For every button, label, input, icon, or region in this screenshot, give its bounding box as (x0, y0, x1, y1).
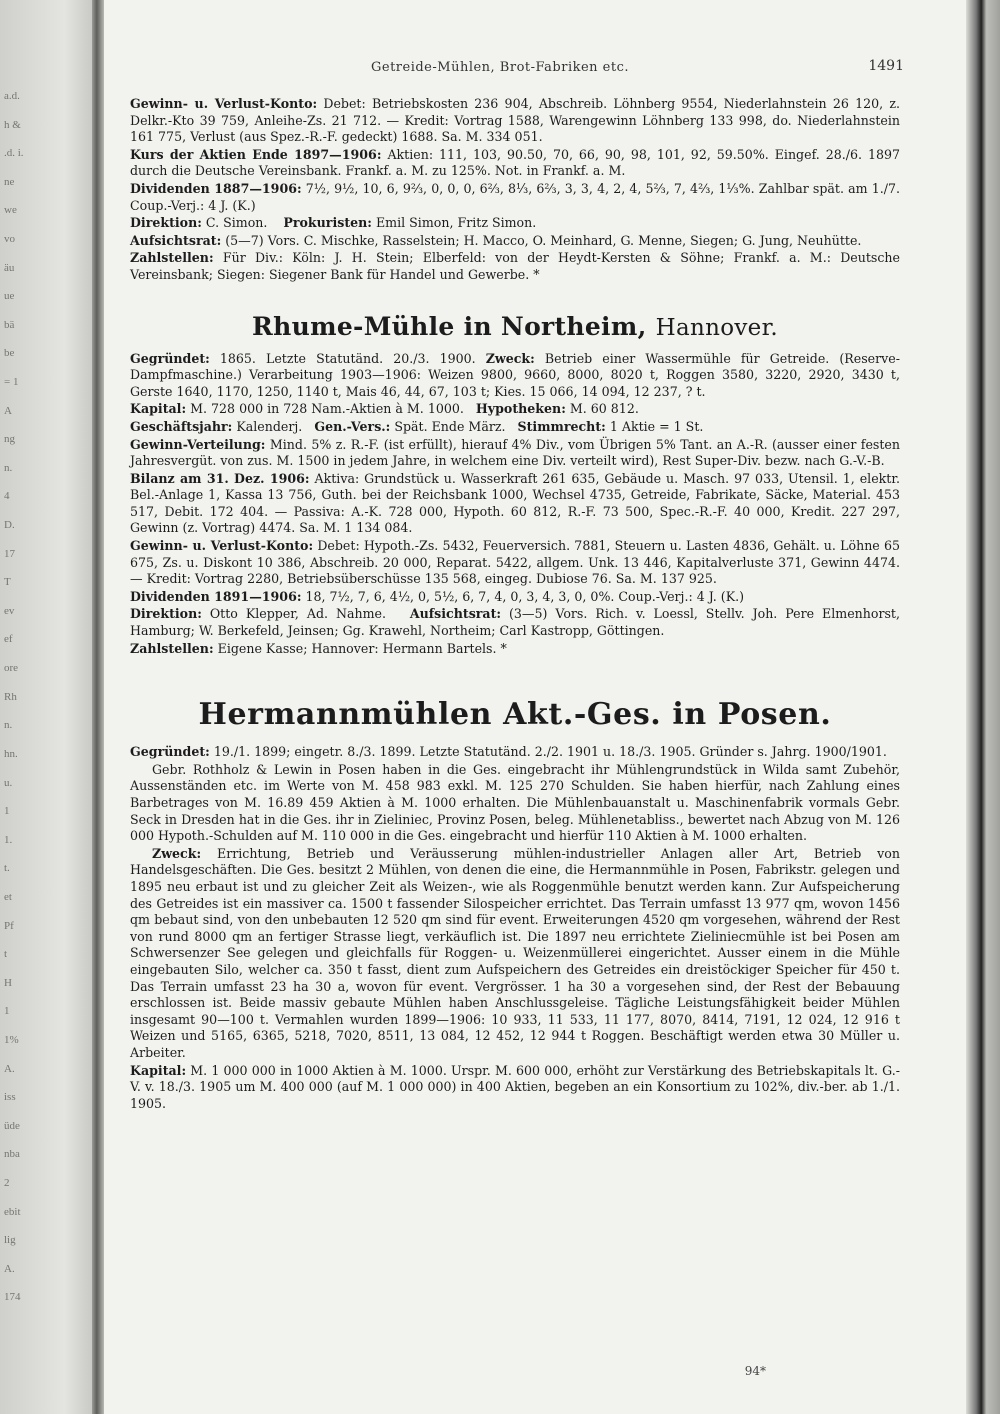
entry-text: Betrieb einer Wassermühle für Getreide. (Reserve-Dampfmaschine.) Verarbeitung 1903—1906: Weizen 9800, 9660, 8000, 8020 t, Roggen 3580, 3220, 2920, 3430 t, Gerste 1640, 1170, 1250, 1140 t, Mais 46, 44, 67, 103 t; Kies. 15 066, 14 094, 12 237, ? t. (130, 350, 900, 399)
margin-fragment: üde (4, 1119, 20, 1132)
margin-fragment: D. (4, 519, 15, 532)
margin-fragment: a.d. (4, 90, 20, 102)
margin-fragment: ue (4, 290, 15, 303)
kapital-entry (130, 401, 900, 418)
entry-label: Kurs der Aktien Ende 1897—1906: (130, 146, 382, 162)
direktion-entry (130, 215, 900, 232)
entry-label: Gewinn- u. Verlust-Konto: (130, 538, 314, 554)
margin-fragment: u. (4, 776, 13, 789)
margin-fragment: we (4, 204, 17, 217)
margin-fragment: 1 (4, 805, 10, 818)
entry-text: (3—5) Vors. Rich. v. Loessl, Stellv. Joh. Pere Elmenhorst, Hamburg; W. Berkefeld, Jeinsen; Gg. Krawehl, Northeim; Carl Kastropp, Göttingen. (130, 606, 900, 639)
entry-text: M. 1 000 000 in 1000 Aktien à M. 1000. Urspr. M. 600 000, erhöht zur Verstärkung des Betriebskapitals lt. G.-V. v. 18./3. 1905 um M. 400 000 (auf M. 1 000 000) in 400 Aktien, begeben an ein Konsortium zu 102%, div.-ber. ab 1./1. 1905. (130, 1062, 900, 1111)
kurs-entry (130, 147, 900, 180)
adjacent-page-fragment (0, 0, 92, 1414)
gegruendet-entry (130, 744, 900, 761)
kapital-entry (130, 1063, 900, 1113)
margin-fragment: n. (4, 461, 13, 474)
margin-fragment: 1 (4, 1005, 10, 1018)
company-heading: Hermannmühlen Akt.-Ges. in Posen. (198, 697, 832, 733)
margin-fragment: ev (4, 604, 15, 617)
entry-label: Bilanz am 31. Dez. 1906: (130, 470, 310, 486)
gegruendet-entry (130, 351, 900, 401)
entry-text: Spät. Ende März. (394, 418, 506, 434)
entry-text: M. 60 812. (569, 401, 639, 417)
entry-label: Aufsichtsrat: (130, 232, 222, 248)
entry-text: 7½, 9½, 10, 6, 9⅔, 0, 0, 0, 6⅔, 8⅓, 6⅔, 3, 3, 4, 2, 4, 5⅔, 7, 4⅔, 1⅓%. Zahlbar spät. am 1./7. Coup.-Verj.: 4 J. (K.) (130, 180, 900, 213)
entry-text: Emil Simon, Fritz Simon. (375, 215, 537, 231)
margin-fragment: 174 (4, 1291, 21, 1304)
entry-text: 19./1. 1899; eingetr. 8./3. 1899. Letzte Statutänd. 2./2. 1901 u. 18./3. 1905. Gründer s. Jahrg. 1900/1901. (213, 744, 887, 760)
margin-fragment: n. (4, 719, 13, 732)
entry-label: Direktion: (130, 606, 202, 622)
margin-fragment: H (4, 976, 12, 989)
geschaeftsjahr-entry (130, 419, 900, 436)
sheet-signature: 94* (744, 1364, 766, 1378)
margin-fragment: h & (4, 118, 21, 131)
document-page (104, 0, 966, 1414)
margin-fragment: ebit (4, 1205, 21, 1218)
entry-label: Prokuristen: (283, 215, 372, 231)
margin-fragment: ne (4, 175, 15, 188)
entry-label: Stimmrecht: (517, 418, 606, 434)
bilanz-entry (130, 471, 900, 537)
entry-label: Direktion: (130, 215, 202, 231)
entry-label: Dividenden 1887—1906: (130, 180, 302, 196)
zahlstellen-entry (130, 641, 900, 658)
entry-label: Dividenden 1891—1906: (130, 588, 302, 604)
margin-fragment: 17 (4, 547, 15, 560)
book-gutter (92, 0, 104, 1414)
entry-text: Für Div.: Köln: J. H. Stein; Elberfeld: von der Heydt-Kersten & Söhne; Frankf. a. M.: Deutsche Vereinsbank; Siegen: Siegener Bank für Handel und Gewerbe. * (130, 250, 900, 282)
margin-fragment: be (4, 347, 15, 360)
entry-label: Aufsichtsrat: (409, 606, 502, 622)
margin-fragment: A. (4, 1062, 15, 1075)
entry-label: Kapital: (130, 401, 187, 417)
entry-text: Kalenderj. (236, 418, 303, 434)
entry-label: Gegründet: (130, 350, 210, 366)
margin-fragment: 1% (4, 1033, 19, 1046)
margin-fragment: iss (4, 1091, 16, 1104)
margin-fragment: hn. (4, 747, 18, 760)
margin-fragment: A. (4, 1262, 15, 1275)
margin-fragment: Pf (4, 919, 14, 932)
entry-text: Debet: Betriebskosten 236 904, Abschreib. Löhnberg 9554, Niederlahnstein 26 120, z. Delkr.-Kto 39 759, Anleihe-Zs. 21 712. — Kredit: Vortrag 1588, Warengewinn Löhnberg 133 998, do. Niederlahnstein 161 775, Verlust (aus Spez.-R.-F. gedeckt) 1688. Sa. M. 334 051. (130, 96, 900, 145)
entry-label: Gewinn- u. Verlust-Konto: (130, 96, 318, 111)
margin-fragment: ng (4, 433, 15, 446)
entry-text: (5—7) Vors. C. Mischke, Rasselstein; H. Macco, O. Meinhard, G. Menne, Siegen; G. Jung, Neuhütte. (225, 232, 862, 248)
entry-text: Aktiva: Grundstück u. Wasserkraft 261 635, Gebäude u. Masch. 97 033, Utensil. 1, elektr. Bel.-Anlage 1, Kassa 13 756, Guth. bei der Reichsbank 1000, Wechsel 4735, Getreide, Fabrikate, Säcke, Material. 453 517, Debit. 172 404. — Passiva: A.-K. 728 000, Hypoth. 60 812, R.-F. 73 500, Spec.-R.-F. 40 000, Kredit. 227 297, Gewinn (z. Vortrag) 4474. Sa. M. 1 134 084. (130, 470, 900, 536)
margin-fragment: t. (4, 862, 10, 875)
page-content (130, 96, 900, 1113)
entry-text: C. Simon. (205, 215, 268, 231)
margin-fragment: 4 (4, 490, 10, 503)
margin-fragment: = 1 (4, 376, 19, 389)
page-number: 1491 (868, 58, 904, 74)
entry-text: Otto Klepper, Ad. Nahme. (209, 606, 386, 622)
dividenden-entry (130, 589, 900, 606)
entry-text: 1865. Letzte Statutänd. 20./3. 1900. (219, 350, 476, 366)
entry-label: Gen.-Vers.: (314, 418, 391, 434)
margin-fragment: T (4, 576, 11, 589)
margin-fragment: Rh (4, 690, 17, 703)
entry-label: Zahlstellen: (130, 640, 214, 656)
margin-fragment: vo (4, 233, 15, 246)
aufsichtsrat-entry (130, 233, 900, 250)
margin-fragment: äu (4, 261, 15, 274)
margin-fragment: ore (4, 662, 19, 675)
gewinnverteilung-entry (130, 437, 900, 470)
margin-fragment: ef (4, 633, 13, 646)
direktion-entry (130, 606, 900, 639)
margin-fragment: .d. i. (4, 147, 24, 160)
zahlstellen-entry (130, 250, 900, 283)
entry-text: 1 Aktie = 1 St. (609, 418, 704, 434)
body-paragraph: Gebr. Rothholz & Lewin in Posen haben in die Ges. eingebracht ihr Mühlengrundstück in Wilda samt Zubehör, Aussenständen etc. im Werte von M. 458 983 exkl. M. 125 270 Schulden. Sie haben hierfür, nach Zahlung eines Barbetrages von M. 16.89 459 Aktien à M. 1000 erhalten. Die Mühlenbauanstalt u. Maschinenfabrik vormals Gebr. Seck in Dresden hat in die Ges. ihr in Zieliniec, Provinz Posen, beleg. Mühlenetabliss., bewertet nach Abzug von M. 126 000 Hypoth.-Schulden auf M. 110 000 in die Ges. eingebracht und hierfür 110 Aktien à M. 1000 erhalten. (130, 761, 900, 844)
entry-label: Zweck: (152, 845, 202, 861)
running-header: Getreide-Mühlen, Brot-Fabriken etc. (370, 60, 630, 75)
margin-fragment: 1. (4, 833, 13, 846)
entry-text: Errichtung, Betrieb und Veräusserung mühlen-industrieller Anlagen aller Art, Betrieb von Handelsgeschäften. Die Ges. besitzt 2 Mühlen, von denen die eine, die Hermannmühle in Posen, Fabrikstr. gelegen und 1895 neu erbaut ist und zu gleicher Zeit als Weizen-, wie als Roggenmühle benutzt werden kann. Zur Aufspeicherung des Getreides ist ein massiver ca. 1500 t fassender Silospeicher errichtet. Das Terrain umfasst 13 977 qm, wovon 1456 qm bebaut sind, von den unbebauten 12 520 qm sind für event. Erweiterungen 4520 qm vorgesehen, während der Rest von rund 8000 qm an fertiger Strasse liegt, verkäuflich ist. Die 1897 neu errichtete Zieliniecmühle ist bei Posen am Schwersenzer See gelegen und gleichfalls für Roggen- u. Weizenmüllerei eingerichtet. Ausser einem in die Mühle eingebauten Silo, welcher ca. 350 t fasst, dient zum Aufspeichern des Getreides ein dreistöckiger Speicher für 450 t. Das Terrain umfasst 23 ha 30 a, wovon für event. Vergrösser. 1 ha 30 a vorgesehen sind, der Rest der Bebauung erschlossen ist. Beide massiv gebaute Mühlen haben Anschlussgeleise. Tägliche Leistungsfähigkeit beider Mühlen insgesamt 90—100 t. Vermahlen wurden 1899—1906: 10 933, 11 533, 11 177, 8070, 8414, 7191, 12 024, 12 916 t Weizen und 5165, 6365, 5218, 7020, 8511, 13 084, 12 452, 12 944 t Roggen. Beschäftigt werden etwa 30 Müller u. Arbeiter. (130, 845, 900, 1060)
entry-label: Kapital: (130, 1062, 187, 1078)
margin-fragment: nba (4, 1148, 20, 1161)
entry-text: Eigene Kasse; Hannover: Hermann Bartels. * (217, 640, 507, 656)
entry-label: Gegründet: (130, 744, 210, 760)
entry-label: Zweck: (485, 350, 535, 366)
dividenden-entry (130, 181, 900, 214)
entry-label: Zahlstellen: (130, 250, 214, 266)
zweck-entry (130, 846, 900, 1062)
margin-fragment: et (4, 890, 12, 903)
page-edge (966, 0, 1000, 1414)
entry-label: Geschäftsjahr: (130, 418, 233, 434)
gewinn-verlust-entry (130, 538, 900, 588)
company-location: Hannover. (655, 314, 778, 341)
margin-fragment: bä (4, 318, 15, 331)
entry-text: M. 728 000 in 728 Nam.-Aktien à M. 1000. (190, 401, 464, 417)
margin-fragment: 2 (4, 1176, 10, 1189)
gewinn-verlust-entry (130, 96, 900, 146)
margin-fragment: A (4, 404, 12, 417)
margin-fragment: lig (4, 1234, 16, 1247)
margin-fragment: t (4, 948, 8, 961)
company-heading (130, 312, 900, 341)
entry-text: Mind. 5% z. R.-F. (ist erfüllt), hierauf 4% Div., vom Übrigen 5% Tant. an A.-R. (ausser einer festen Jahresvergüt. von zus. M. 1500 in jedem Jahre, in welchem eine Div. verteilt wird), Rest Super-Div. bezw. nach G.-V.-B. (130, 436, 900, 469)
entry-text: Aktien: 111, 103, 90.50, 70, 66, 90, 98, 101, 92, 59.50%. Eingef. 28./6. 1897 durch die Deutsche Vereinsbank. Frankf. a. M. zu 125%. Not. in Frankf. a. M. (130, 146, 901, 179)
entry-label: Gewinn-Verteilung: (130, 436, 266, 452)
entry-text: 18, 7½, 7, 6, 4½, 0, 5½, 6, 7, 4, 0, 3, 4, 3, 0, 0%. Coup.-Verj.: 4 J. (K.) (305, 588, 745, 604)
company-name: Rhume-Mühle in Northeim, (252, 311, 647, 341)
entry-label: Hypotheken: (475, 401, 566, 417)
entry-text: Debet: Hypoth.-Zs. 5432, Feuerversich. 7881, Steuern u. Lasten 4836, Gehält. u. Löhne 65 675, Zs. u. Diskont 10 386, Abschreib. 20 000, Reparat. 5422, allgem. Unk. 13 446, Kapitalverluste 371, Gewinn 4474. — Kredit: Vortrag 2280, Betriebsüberschüsse 135 568, eingeg. Dubiose 76. Sa. M. 137 925. (130, 538, 900, 587)
